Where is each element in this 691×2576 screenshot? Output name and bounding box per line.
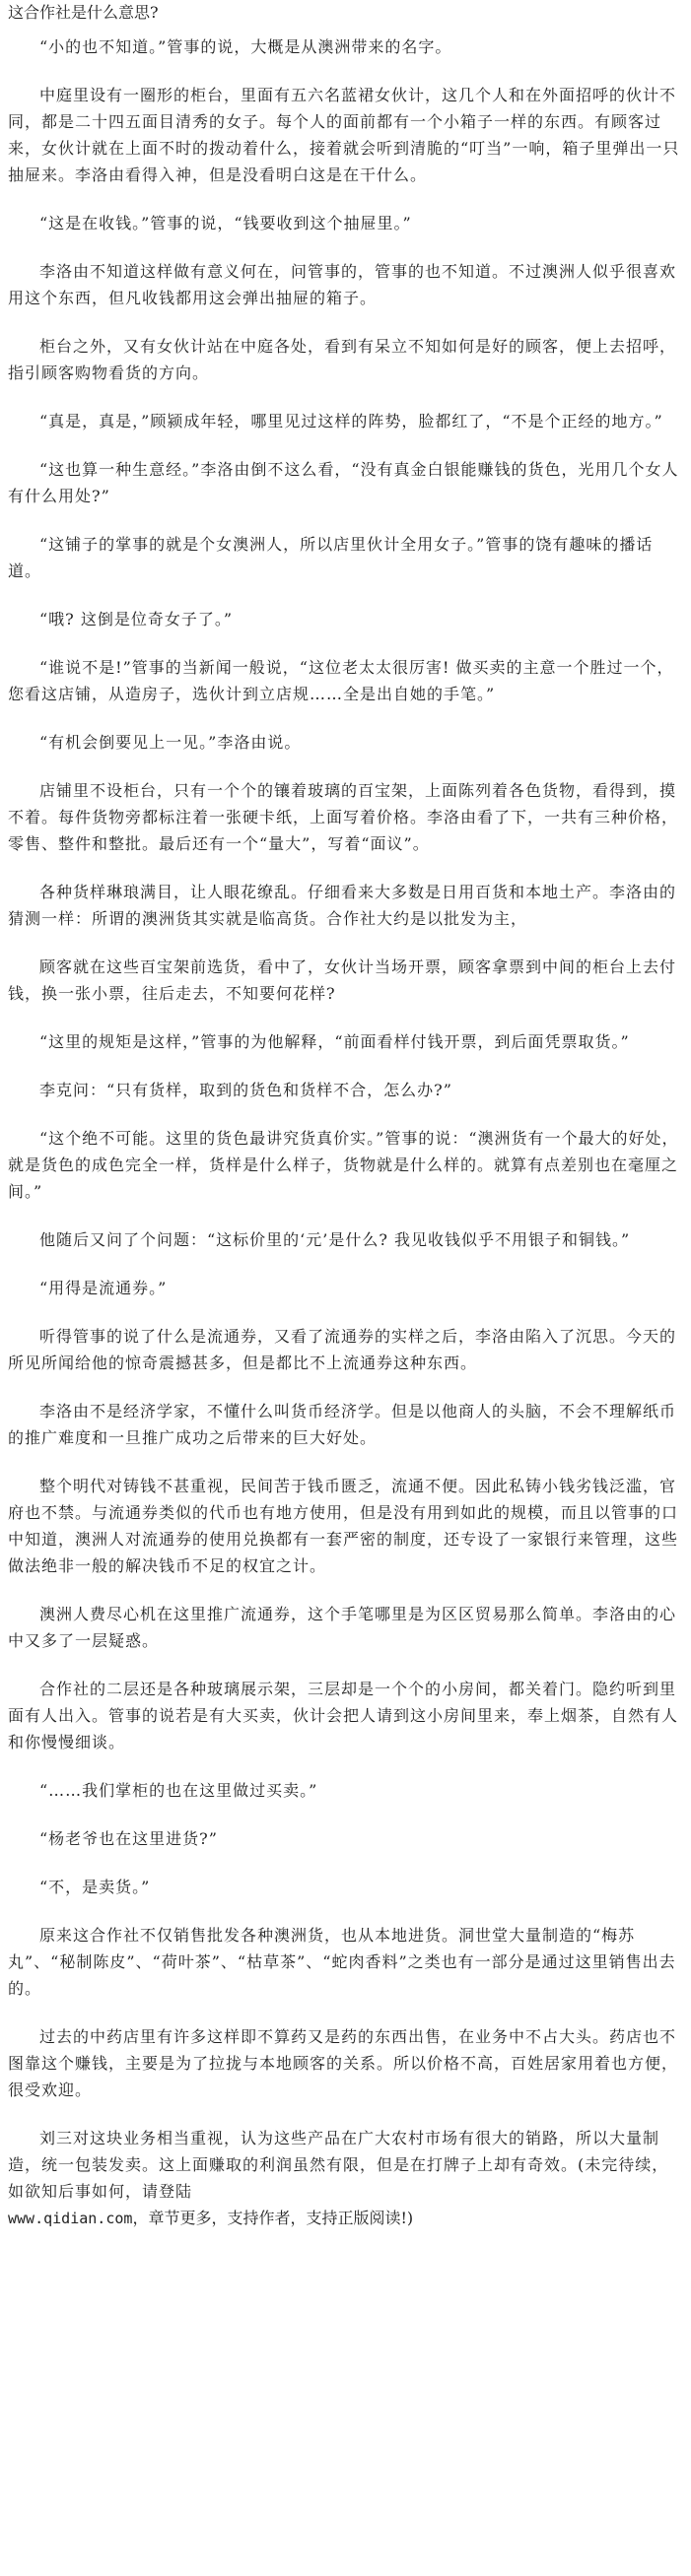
paragraph: 各种货样琳琅满目，让人眼花缭乱。仔细看来大多数是日用百货和本地土产。李洛由的猜测一样：所谓的澳洲货其实就是临高货。合作社大约是以批发为主， <box>8 883 677 928</box>
paragraph: 刘三对这块业务相当重视，认为这些产品在广大农村市场有很大的销路，所以大量制造，统一包装发卖。这上面赚取的利润虽然有限，但是在打牌子上却有奇效。(未完待续，如欲知后事如何，请登陆 <box>8 2129 669 2201</box>
paragraph: 合作社的二层还是各种玻璃展示架，三层却是一个个的小房间，都关着门。隐约听到里面有人出入。管事的说若是有大买卖，伙计会把人请到这小房间里来，奉上烟茶，自然有人和你慢慢细谈。 <box>8 1680 679 1751</box>
paragraph: “用得是流通券。” <box>39 1279 168 1297</box>
paragraph: “这也算一种生意经。”李洛由倒不这么看，“没有真金白银能赚钱的货色，光用几个女人有什么用处?” <box>8 460 679 505</box>
paragraph: 原来这合作社不仅销售批发各种澳洲货，也从本地进货。洞世堂大量制造的“梅苏丸”、“秘制陈皮”、“荷叶茶”、“枯草茶”、“蛇肉香料”之类也有一部分是通过这里销售出去的。 <box>8 1926 676 1998</box>
paragraph: 听得管事的说了什么是流通券，又看了流通券的实样之后，李洛由陷入了沉思。今天的所见所闻给他的惊奇震撼甚多，但是都比不上流通券这种东西。 <box>8 1327 677 1372</box>
paragraph: “有机会倒要见上一见。”李洛由说。 <box>39 733 302 752</box>
paragraph: 李洛由不知道这样做有意义何在，问管事的，管事的也不知道。不过澳洲人似乎很喜欢用这个东西，但凡收钱都用这会弹出抽屉的箱子。 <box>8 262 677 307</box>
page-title: 这合作社是什么意思? <box>8 3 159 22</box>
paragraph: 他随后又问了个问题：“这标价里的‘元’是什么? 我见收钱似乎不用银子和铜钱。” <box>39 1230 631 1249</box>
paragraph: “……我们掌柜的也在这里做过买卖。” <box>39 1781 318 1800</box>
paragraph: “小的也不知道。”管事的说，大概是从澳洲带来的名字。 <box>39 37 452 56</box>
paragraph: “这铺子的掌事的就是个女澳洲人，所以店里伙计全用女子。”管事的饶有趣味的播话道。 <box>8 535 654 580</box>
site-url: www.qidian.com <box>8 2210 133 2227</box>
paragraph: 柜台之外，又有女伙计站在中庭各处，看到有呆立不知如何是好的顾客，便上去招呼，指引顾客购物看货的方向。 <box>8 337 677 382</box>
paragraph: 李洛由不是经济学家，不懂什么叫货币经济学。但是以他商人的头脑，不会不理解纸币的推广难度和一旦推广成功之后带来的巨大好处。 <box>8 1402 677 1447</box>
paragraph: 中庭里设有一圈形的柜台，里面有五六名蓝裙女伙计，这几个人和在外面招呼的伙计不同，都是二十四五面目清秀的女子。每个人的面前都有一个小箱子一样的东西。有顾客过来，女伙计就在上面不时的拨动着什么，接着就会听到清脆的“叮当”一响，箱子里弹出一只抽屉来。李洛由看得入神，但是没看明白这是在干什么。 <box>8 86 680 184</box>
paragraph: 顾客就在这些百宝架前选货，看中了，女伙计当场开票，顾客拿票到中间的柜台上去付钱，换一张小票，往后走去，不知要何花样? <box>8 958 677 1003</box>
paragraph: “谁说不是!”管事的当新闻一般说，“这位老太太很厉害! 做买卖的主意一个胜过一个，您看这店铺，从造房子，选伙计到立店规……全是出自她的手笔。” <box>8 658 674 703</box>
paragraph: 澳洲人费尽心机在这里推广流通券，这个手笔哪里是为区区贸易那么简单。李洛由的心中又多了一层疑惑。 <box>8 1605 677 1650</box>
paragraph: 过去的中药店里有许多这样即不算药又是药的东西出售，在业务中不占大头。药店也不图靠这个赚钱，主要是为了拉拢与本地顾客的关系。所以价格不高，百姓居家用着也方便，很受欢迎。 <box>8 2027 679 2099</box>
footer-note <box>8 2205 683 2232</box>
paragraph: “哦? 这倒是位奇女子了。” <box>39 610 234 628</box>
paragraph: “这里的规矩是这样，”管事的为他解释，“前面看样付钱开票，到后面凭票取货。” <box>39 1032 630 1051</box>
paragraph: “真是，真是，”顾颍成年轻，哪里见过这样的阵势，脸都红了，“不是个正经的地方。” <box>39 412 663 430</box>
paragraph: “这是在收钱。”管事的说，“钱要收到这个抽屉里。” <box>39 214 412 232</box>
paragraph: 店铺里不设柜台，只有一个个的镶着玻璃的百宝架，上面陈列着各色货物，看得到，摸不着。每件货物旁都标注着一张硬卡纸，上面写着价格。李洛由看了下，一共有三种价格，零售、整件和整批。最后还有一个“量大”，写着“面议”。 <box>8 781 679 853</box>
paragraph: 李克问：“只有货样，取到的货色和货样不合，怎么办?” <box>39 1081 452 1099</box>
paragraph: 整个明代对铸钱不甚重视，民间苦于钱币匮乏，流通不便。因此私铸小钱劣钱泛滥，官府也不禁。与流通券类似的代币也有地方使用，但是没有用到如此的规模，而且以管事的口中知道，澳洲人对流通券的使用兑换都有一套严密的制度，还专设了一家银行来管理，这些做法绝非一般的解决钱币不足的权宜之计。 <box>8 1477 679 1575</box>
paragraph: “这个绝不可能。这里的货色最讲究货真价实。”管事的说：“澳洲货有一个最大的好处，就是货色的成色完全一样，货样是什么样子，货物就是什么样的。就算有点差别也在毫厘之间。” <box>8 1129 679 1201</box>
article-body <box>8 33 683 2205</box>
paragraph: “不，是卖货。” <box>39 1878 151 1896</box>
footer-text: ，章节更多，支持作者，支持正版阅读!) <box>132 2209 414 2227</box>
paragraph: “杨老爷也在这里进货?” <box>39 1829 218 1848</box>
